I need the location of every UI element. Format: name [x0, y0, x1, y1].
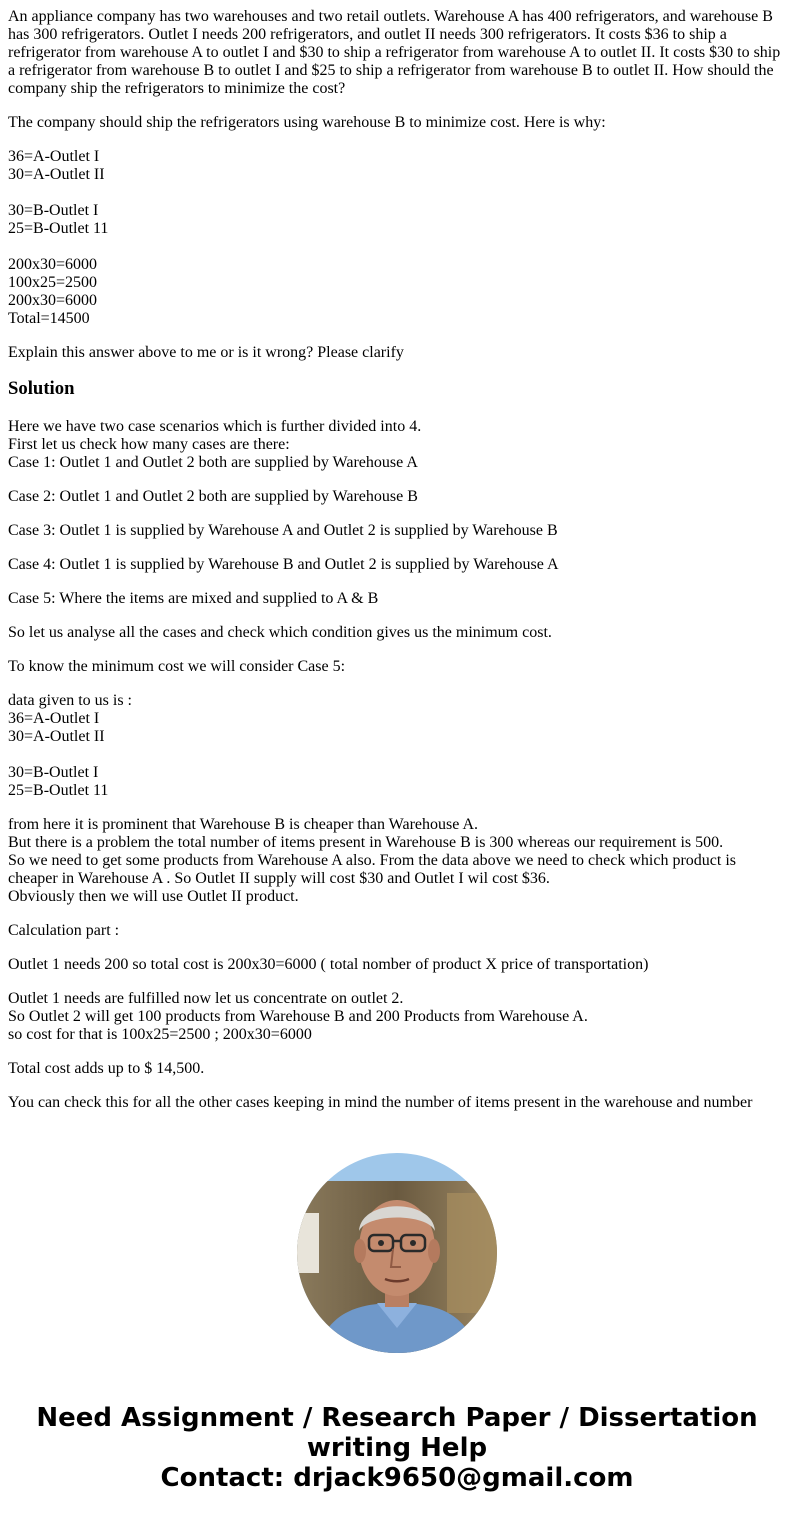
- outlet2-block: [8, 990, 786, 1044]
- outlet2-line: So Outlet 2 will get 100 products from Warehouse B and 200 Products from Warehouse A.: [8, 1008, 588, 1025]
- case-3: Case 3: Outlet 1 is supplied by Warehouse A and Outlet 2 is supplied by Warehouse B: [8, 522, 558, 539]
- total-cost: Total cost adds up to $ 14,500.: [8, 1060, 205, 1077]
- calc-line: 100x25=2500: [8, 274, 98, 291]
- cost-line: 30=A-Outlet II: [8, 728, 105, 745]
- cost-line: 25=B-Outlet 11: [8, 220, 109, 237]
- document-body: [8, 8, 786, 1128]
- reasoning-line: from here it is prominent that Warehouse B is cheaper than Warehouse A.: [8, 816, 479, 833]
- cost-line: 30=B-Outlet I: [8, 202, 99, 219]
- reasoning-line: Obviously then we will use Outlet II product.: [8, 888, 299, 905]
- cost-line: 36=A-Outlet I: [8, 148, 100, 165]
- consider-text: To know the minimum cost we will consider Case 5:: [8, 658, 346, 675]
- calc-total: Total=14500: [8, 310, 90, 327]
- cost-line: 25=B-Outlet 11: [8, 782, 109, 799]
- case-2: Case 2: Outlet 1 and Outlet 2 both are supplied by Warehouse B: [8, 488, 418, 505]
- check-text: You can check this for all the other cases keeping in mind the number of items present in the warehouse and number: [8, 1094, 753, 1111]
- case-5: Case 5: Where the items are mixed and supplied to A & B: [8, 590, 379, 607]
- reasoning-block: [8, 816, 786, 906]
- calc-heading: Calculation part :: [8, 922, 120, 939]
- outlet1-calc: Outlet 1 needs 200 so total cost is 200x30=6000 ( total nomber of product X price of transportation): [8, 956, 649, 973]
- case-1: Case 1: Outlet 1 and Outlet 2 both are supplied by Warehouse A: [8, 454, 418, 471]
- portrait-illustration: [297, 1153, 497, 1353]
- cost-line: 36=A-Outlet I: [8, 710, 100, 727]
- author-photo: [297, 1153, 497, 1353]
- solution-heading: Solution: [8, 378, 75, 399]
- question-text: An appliance company has two warehouses and two retail outlets. Warehouse A has 400 refrigerators, and warehouse B has 300 refrigerators. Outlet I needs 200 refrigerators, and outlet II needs 300 refrigerators. It costs $36 to ship a refrigerator from warehouse A to outlet I and $30 to ship a refrigerator from warehouse A to outlet II. It costs $30 to ship a refrigerator from warehouse B to outlet I and $25 to ship a refrigerator from warehouse B to outlet II. How should the company ship the refrigerators to minimize the cost?: [8, 8, 781, 97]
- contact-banner: [0, 1403, 794, 1493]
- cost-line: 30=B-Outlet I: [8, 764, 99, 781]
- contact-email: Contact: drjack9650@gmail.com: [160, 1463, 634, 1493]
- analyse-text: So let us analyse all the cases and check which condition gives us the minimum cost.: [8, 624, 552, 641]
- outlet2-line: so cost for that is 100x25=2500 ; 200x30=6000: [8, 1026, 312, 1043]
- data-given-label: data given to us is :: [8, 692, 132, 709]
- banner-line-1: Need Assignment / Research Paper / Dissertation: [36, 1403, 758, 1433]
- solution-intro: [8, 418, 786, 472]
- calc-line: 200x30=6000: [8, 256, 98, 273]
- solution-line: First let us check how many cases are there:: [8, 436, 290, 453]
- answer-intro: The company should ship the refrigerators using warehouse B to minimize cost. Here is why:: [8, 114, 606, 131]
- clarify-request: Explain this answer above to me or is it wrong? Please clarify: [8, 344, 404, 361]
- reasoning-line: But there is a problem the total number of items present in Warehouse B is 300 whereas our requirement is 500.: [8, 834, 724, 851]
- banner-line-2: writing Help: [306, 1433, 488, 1463]
- calc-line: 200x30=6000: [8, 292, 98, 309]
- cost-line: 30=A-Outlet II: [8, 166, 105, 183]
- given-costs-block: [8, 148, 786, 328]
- data-given-block: [8, 692, 786, 800]
- outlet2-line: Outlet 1 needs are fulfilled now let us concentrate on outlet 2.: [8, 990, 404, 1007]
- solution-line: Here we have two case scenarios which is further divided into 4.: [8, 418, 422, 435]
- reasoning-line: So we need to get some products from Warehouse A also. From the data above we need to check which product is cheaper in Warehouse A . So Outlet II supply will cost $30 and Outlet I wil cost $36.: [8, 852, 737, 887]
- case-4: Case 4: Outlet 1 is supplied by Warehouse B and Outlet 2 is supplied by Warehouse A: [8, 556, 559, 573]
